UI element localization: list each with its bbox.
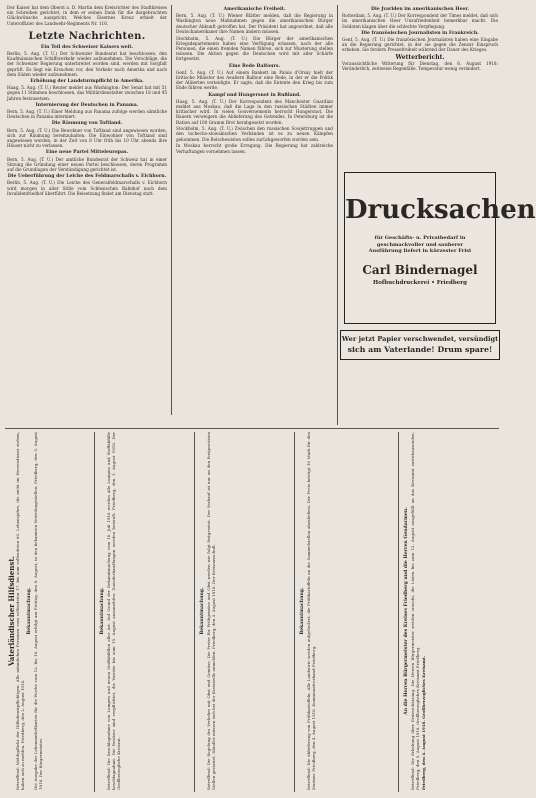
section-text: Genf, 5. Aug. (T. U.) Die französischen Journalisten haben eine Eingabe an die Regierung gerichtet, in der sie gegen die Zensur Einspruch erheben. Sie fordern Pressefreiheit während der Dauer des Krieges. — [342, 37, 498, 53]
weather-heading: Wetterbericht. — [395, 53, 445, 61]
column-divider — [294, 432, 295, 792]
column-right — [342, 5, 498, 165]
section-title: Eine Rede Balfours. — [228, 63, 281, 69]
section-title: Die Räumung von Toftland. — [51, 121, 123, 127]
column-divider — [94, 432, 95, 792]
section-title: Erhöhung der Landsturmpflicht in Amerika. — [30, 79, 144, 85]
column-middle — [176, 5, 333, 425]
notice-title: An die Herren Bürgermeister des Kreises Friedberg und die Herren Gendarmen. — [404, 507, 409, 715]
section-text: Stockholm, 5. Aug. (T. U.) Zwischen den russischen Sowjettruppen und den tschecho-slowakischen Verbänden ist es zu neuen Kämpfen gekommen. Die Bolschewisten sollen zurückgeworfen worden sein. — [176, 126, 333, 142]
notice-block — [198, 432, 290, 790]
section-title: Amerikanische Freiheit. — [223, 7, 286, 12]
ad-company-sub: Hofbuchdruckerei • Friedberg — [373, 279, 467, 286]
column-divider — [398, 432, 399, 792]
section-title: Die Ueberführung der Leiche des Feldmarschalls v. Eichhorn. — [7, 174, 167, 180]
section-text: Berlin, 5. Aug. (T. U.) Die Leiche des Generalfeldmarschalls v. Eichhorn wird morgen in aller Stille vom Schlesischen Bahnhof nach dem Invalidenfriedhof überführt. Die Beisetzung findet am Dienstag statt. — [7, 180, 167, 196]
notice-block — [98, 432, 190, 790]
notice-title: Bekanntmachung. — [100, 587, 105, 635]
notice-title: Bekanntmachung. — [300, 587, 305, 635]
section-title: Die Jvariden im amerikanischen Heer. — [370, 7, 470, 12]
warning-line-2: sich am Vaterlande! Drum spare! — [347, 345, 493, 354]
paper-warning-ad — [340, 330, 500, 360]
column-right-filler — [342, 364, 498, 424]
weather-text: Voraussichtliche Witterung für Dienstag, den 6. August 1918: Veränderlich, zeitweise Regenfälle. Temperatur wenig verändert. — [342, 60, 498, 72]
notice-text: Betreffend: Meldepflicht der Hilfsdienstpflichtigen. Alle männlichen Personen vom vollendeten 17. bis zum vollendeten 60. Lebensjahre, die nicht im Heeresdienst stehen, haben sich zu melden. Friedberg, den 2. August 1918. — [15, 432, 25, 790]
section-text: Bern, 5. Aug. (T. U.) Einer Meldung aus Panama zufolge werden sämtliche Deutschen in Panama interniert. — [7, 109, 167, 120]
section-title: Internierung der Deutschen in Panama. — [35, 102, 139, 108]
section-title: Eine neue Partei Mitteleuropas. — [45, 150, 129, 156]
column-divider — [171, 5, 172, 415]
warning-line-1: Wer jetzt Papier verschwendet, versündigt — [341, 335, 499, 343]
notice-title: Bekanntmachung. — [27, 587, 32, 635]
section-divider — [5, 428, 499, 429]
column-left — [7, 5, 167, 405]
notice-text: Betreffend: Die Regelung des Verkehrs mit Obst und Gemüse. Die Preise für Frühgemüse und Obst werden wie folgt festgesetzt. Der Verkauf ist nur an den festgesetzten Stellen gestattet. Händler müssen sich bei der Kreisstelle anmelden. Friedberg, den 3. August 1918. Der Kreisausschuß. — [206, 432, 216, 790]
section-text: Genf, 5. Aug. (T. U.) Auf einem Bankett im Palais d'Orsay hielt der britische Minister des Aeußern Balfour eine Rede, in der er die Politik der Alliierten verteidigte. Er sagte, daß die Entente den Krieg bis zum Ende führen werde. — [176, 69, 333, 91]
section-text: Bern, 5. Aug. (T. U.) Der amtliche Bundesrat der Schweiz hat in einer Sitzung die Gründung einer neuen Partei beschlossen, deren Programm auf die Grundlagen der Verständigung gerichtet ist. — [7, 156, 167, 173]
section-text: Haag, 5. Aug. (T. U.) Reuter meldet aus Washington: Der Senat hat mit 51 gegen 11 Stimmen beschlossen, das Militärdienstalter zwischen 18 und 45 Jahren festzusetzen. — [7, 85, 167, 101]
notice-text: Betreffend: Die Ablieferung von Frühkartoffeln. Alle Landwirte werden aufgefordert, die Frühkartoffeln an die Sammelstellen abzuliefern. Der Preis beträgt 10 Mark für den Zentner. Friedberg, den 4. August 1918. Kommunalverband Friedberg. — [306, 432, 316, 790]
notice-text: Betreffend: Die Beschlagnahme von Lumpen und neuen Stoffabfällen aller Art. Auf Grund der Bekanntmachung vom 10. Juli 1918 werden alle Lumpen und Stoffabfälle beschlagnahmt. Die Besitzer sind verpflichtet, die Vorräte bis zum 15. August anzumelden. Zuwiderhandlungen werden bestraft. Friedberg, den 1. August 1918. Der Großherzogliche Kreisrat. — [106, 432, 121, 790]
notice-block — [298, 432, 394, 790]
print-shop-ad — [344, 172, 536, 324]
section-text: Bern, 5. Aug. (T. U.) Die Bewohner von Toftland sind angewiesen worden, sich zur Räumung bereitzuhalten. Die Einwohner von Toftland sind angewiesen worden, in der Zeit von 8 Uhr früh bis 10 Uhr abends ihre Häuser nicht zu verlassen. — [7, 127, 167, 149]
intro-text: Der Kaiser hat dem Oberst a. D. Martin dem Kreisrichter des Stadtkreises ein Schreiben gerichtet, in dem er seinen Dank für die dargebrachten Glückwünsche ausspricht. Welches Eisernes Kreuz erhielt der Unteroffizier des Landwehr-Regiments Nr. 116. — [7, 5, 167, 26]
section-title: Ein Teil des Schweizer Kaisers weit. — [40, 44, 134, 50]
section-text: Rotterdam, 5. Aug. (T. U.) Der Korrespondent der Times meldet, daß sich im amerikanischen Heer Unzufriedenheit bemerkbar macht. Die Soldaten klagen über die schlechte Verpflegung. — [342, 13, 498, 29]
notice-block — [402, 432, 498, 790]
notice-title: Bekanntmachung. — [200, 587, 205, 635]
notice-text: Die Ausgabe der Lebensmittelkarten für die Woche vom 12. bis 18. August erfolgt am Freitag, den 9. August, in den bekannten Verteilungsstellen. Friedberg, den 5. August 1918. Der Bürgermeister. — [33, 432, 43, 790]
section-text: Bern, 5. Aug. (T. U.) Wiener Blätter melden, daß die Regierung in Washington neue Maßnahmen gegen die amerikanischen Bürger deutscher Abkunft getroffen hat. Der Präsident hat angeordnet, daß alle Deutschamerikaner ihre Namen ändern müssen. — [176, 13, 333, 34]
section-text: Stockholm, 5. Aug. (T. U.) Die Bürger der amerikanischen Kriegsdepartements haben eine Verfügung erlassen, nach der alle Personen, die einen fremden Namen führen, sich zur Musterung stellen müssen. Die Aktion gegen die Deutschen wird mit aller Schärfe fortgesetzt. — [176, 35, 333, 62]
column-divider — [337, 5, 338, 425]
section-title: Die französischen Journalisten in Frankreich. — [361, 30, 479, 36]
notice-title: Vaterländischer Hilfsdienst. — [7, 556, 16, 667]
section-title: Kampf und Hungersnot in Rußland. — [208, 92, 301, 98]
heading-latest-news: Letzte Nachrichten. — [28, 30, 146, 42]
section-text: In Moskau herrscht große Erregung. Die Regierung hat zahlreiche Verhaftungen vornehmen lassen. — [176, 143, 333, 154]
footer-text: Friedberg, den 4. August 1918. Großherzogliches Kreisamt. — [421, 655, 426, 790]
section-text: Haag, 5. Aug. (T. U.) Der Korrespondent des Manchester Guardian meldet aus Moskau, daß die Lage in den russischen Städten immer kritischer wird. In vielen Gouvernements herrscht Hungersnot. Die Bauern verweigern die Ablieferung des Getreides. In Petersburg ist die Ration auf 100 Gramm Brot herabgesetzt worden. — [176, 98, 333, 125]
ad-company-name: Carl Bindernagel — [362, 262, 478, 277]
notice-text: Betreffend: Die Erhebung über Ernteschätzung. Die Herren Bürgermeister werden ersucht, die Listen bis zum 12. August ausgefüllt an das Kreisamt zurückzusenden. Friedberg, den 5. August 1918. Großherzogliches Kreisamt Friedberg. — [410, 432, 420, 790]
column-divider — [194, 432, 195, 792]
notice-block — [7, 432, 91, 790]
section-text: Berlin, 5. Aug. (T. U.) Der Schweizer Bundesrat hat beschlossen, den Kaufmännischen Schiffsverkehr wieder aufzunehmen. Die Vorschläge, die der Schweizer Regierung unterbreitet worden sind, werden mit Sorgfalt geprüft. Es liegt ein Ersuchen vor, den Verkehr nach Amerika und nach dem Süden wieder aufzunehmen. — [7, 51, 167, 77]
ad-text: für Geschäfts- u. Privatbedarf in geschmackvoller und sauberer Ausführung liefert in kürzester Frist — [368, 235, 472, 254]
ad-title: Drucksachen — [345, 195, 536, 225]
